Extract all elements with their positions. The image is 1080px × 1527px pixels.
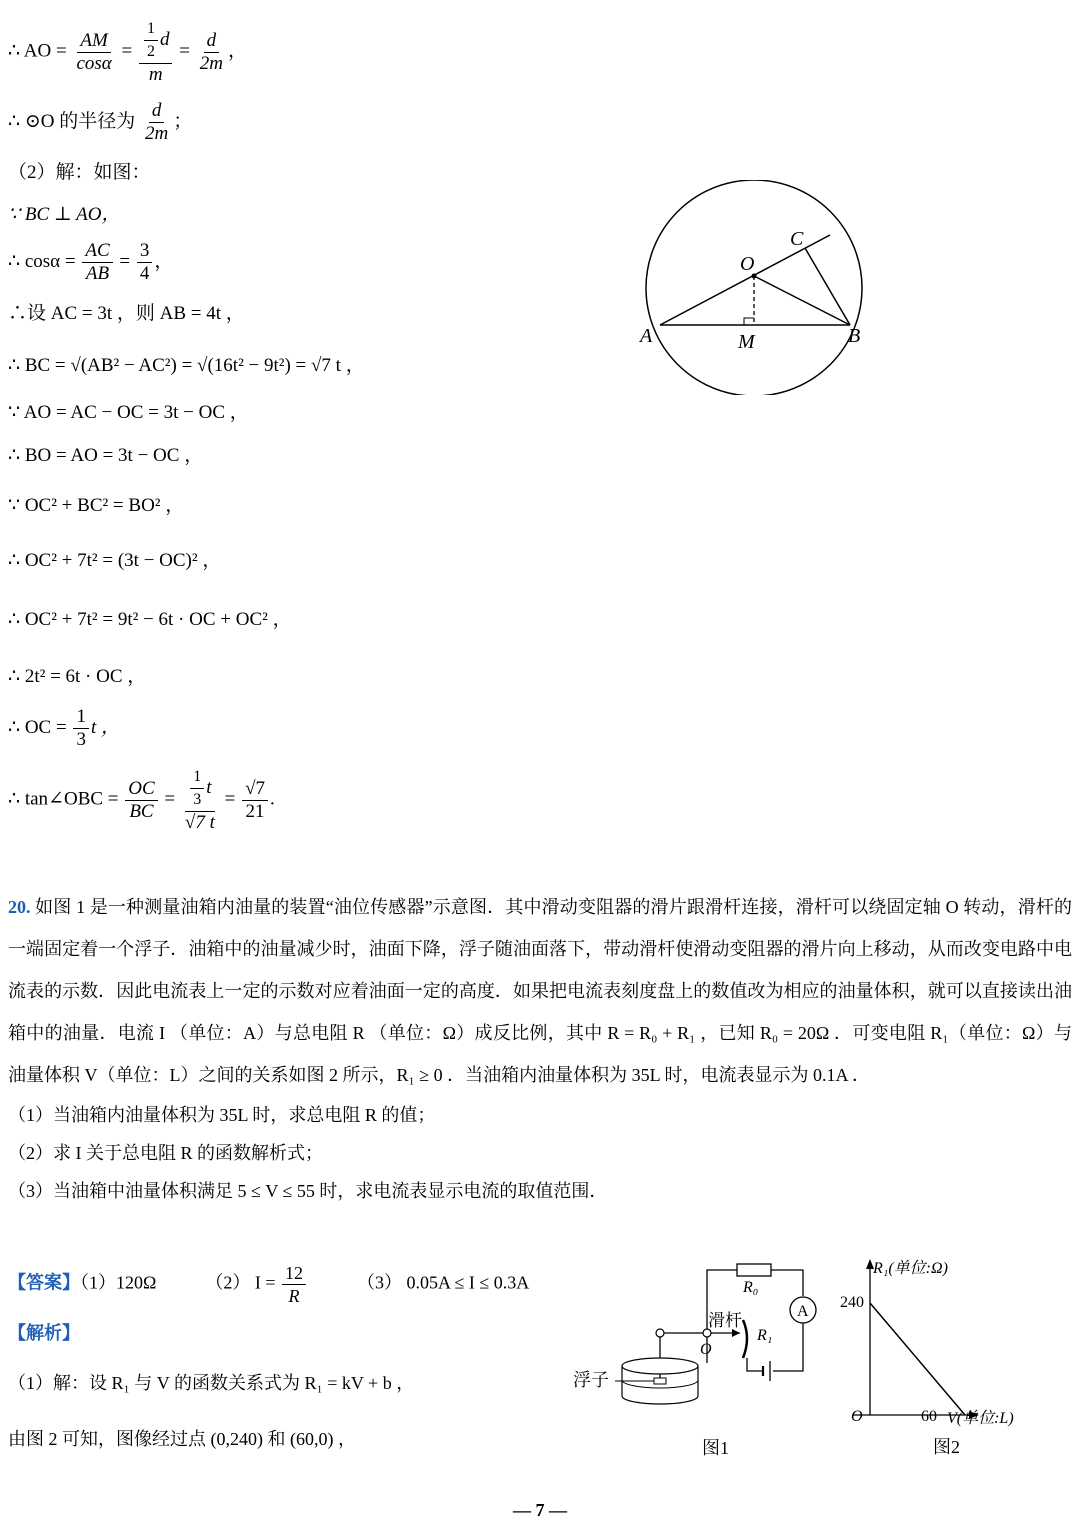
- circuit-wire-right: [773, 1323, 803, 1371]
- step-substitute: ∴ OC² + 7t² = (3t − OC)² ，: [8, 550, 222, 571]
- figure-2-caption: 图2: [933, 1437, 960, 1457]
- step-bc-value: ∴ BC = √(AB² − AC²) = √(16t² − 9t²) = √7 t ，: [8, 355, 365, 376]
- label-float: 浮子: [573, 1370, 609, 1390]
- ao-fraction-2: $\frac{1}{2}$ d m: [139, 18, 173, 86]
- ao-equation: ∴ AO = $\frac{AM}{\cos\alpha}$ = $\frac{1}{2}$ d m = $\frac{d}{2m}$ ，: [8, 20, 247, 85]
- x-axis-label: V(单位:L): [947, 1410, 1014, 1427]
- part2-header: （2）解：如图：: [8, 162, 151, 183]
- x-tick-60: 60: [921, 1408, 937, 1425]
- problem-text: 如图 1 是一种测量油箱内油量的装置“油位传感器”示意图．其中滑动变阻器的滑片跟滑杆连接，滑杆可以绕固定轴 O 转动，滑杆的一端固定着一个浮子．油箱中的油量减少时，油面下降，浮子随油面落下，带动滑杆使滑动变阻器的滑片向上移动，从而改变电路中电流表的示数．因此电流表上一定的示数对应着油面一定的高度．如果把电流表刻度盘上的数值改为相应的油量体积，就可以直接读出油箱中的油量．电流 I （单位：A）与总电阻 R （单位：Ω）成反比例，其中 R = R₀ + R₁ ，已知 R₀ = 20Ω ．可变电阻 R₁（单位：Ω）与油量体积 V（单位：L）之间的关系如图 2 所示，R₁ ≥ 0 ．当油箱内油量体积为 35L 时，电流表显示为 0.1A ．: [8, 897, 1072, 1085]
- label-o: O: [740, 253, 755, 275]
- question-3: （3）当油箱中油量体积满足 5 ≤ V ≤ 55 时，求电流表显示电流的取值范围．: [8, 1181, 608, 1201]
- step-bo: ∴ BO = AO = 3t − OC ，: [8, 445, 204, 466]
- arrow-head: [732, 1329, 740, 1337]
- figure-2-graph: [835, 1255, 1060, 1470]
- answer-tag: 【答案】: [8, 1272, 80, 1293]
- analysis-line-1: （1）解：设 R₁ 与 V 的函数关系式为 R₁ = kV + b ，: [8, 1373, 415, 1393]
- figure-1-circuit: [565, 1258, 835, 1468]
- label-c: C: [790, 228, 804, 250]
- right-angle-mark: [744, 318, 754, 325]
- graph-line: [870, 1303, 965, 1415]
- circle-figure: [630, 180, 880, 395]
- label-pivot: O: [700, 1341, 712, 1358]
- page-number: — 7 —: [513, 1500, 567, 1520]
- label-a: A: [640, 325, 653, 347]
- radius-fraction: $\frac{d}{2m}$: [144, 100, 169, 144]
- step-bc-perp-ao: ∵ BC ⊥ AO，: [8, 204, 121, 225]
- step-cos-alpha: ∴ cosα = $\frac{AC}{AB}$ = $\frac{3}{4}$ ，: [8, 240, 174, 284]
- ao-fraction-3: $\frac{d}{2m}$: [199, 29, 223, 74]
- analysis-tag: 【解析】: [8, 1323, 80, 1343]
- step-expand: ∴ OC² + 7t² = 9t² − 6t · OC + OC² ，: [8, 609, 292, 630]
- analysis-line-2: 由图 2 可知，图像经过点 (0,240) 和 (60,0) ，: [8, 1429, 356, 1449]
- label-r0: R₀: [743, 1279, 759, 1296]
- tank-top: [622, 1358, 698, 1374]
- radius-line: ∴ ⊙O 的半径为 $\frac{d}{2m}$ ；: [8, 100, 193, 144]
- origin-label: O: [851, 1408, 863, 1425]
- ao-fraction-1: $\frac{AM}{\cos\alpha}$: [76, 29, 112, 74]
- problem-number: 20.: [8, 897, 31, 917]
- y-axis-label: R₁(单位:Ω): [873, 1260, 948, 1277]
- figure-1-caption: 图1: [702, 1438, 729, 1458]
- step-ao: ∵ AO = AC − OC = 3t − OC ，: [8, 402, 249, 423]
- step-oc-value: ∴ OC = $\frac{1}{3}$ t ，: [8, 706, 120, 750]
- pivot-o: [703, 1329, 711, 1337]
- step-set-ac: ∴设 AC = 3t ，则 AB = 4t ，: [8, 303, 245, 324]
- rod-top: [656, 1329, 664, 1337]
- label-m: M: [738, 331, 755, 353]
- ao-label: ∴ AO =: [8, 40, 67, 62]
- step-simplify: ∴ 2t² = 6t · OC ，: [8, 666, 147, 687]
- label-b: B: [848, 325, 861, 347]
- resistor-r0: [737, 1264, 771, 1276]
- label-slider: 滑杆: [708, 1311, 742, 1330]
- problem-20-statement: [8, 886, 1072, 1096]
- question-1: （1）当油箱内油量体积为 35L 时，求总电阻 R 的值；: [8, 1105, 436, 1125]
- step-pythagoras: ∵ OC² + BC² = BO² ，: [8, 495, 185, 516]
- label-ammeter: A: [797, 1303, 809, 1320]
- question-2: （2）求 I 关于总电阻 R 的函数解析式；: [8, 1143, 323, 1163]
- float: [654, 1378, 666, 1384]
- y-tick-240: 240: [840, 1294, 864, 1311]
- answer-line: 【答案】（1）120Ω （2） I = $\frac{12}{R}$ （3） 0.05A ≤ I ≤ 0.3A: [8, 1263, 530, 1306]
- label-r1: R₁: [757, 1327, 773, 1344]
- step-tan: ∴ tan∠OBC = $\frac{OC}{BC}$ = $\frac{1}{3}$ t √7 t = $\frac{√7}{21}$ .: [8, 768, 275, 833]
- tank-bottom: [622, 1396, 698, 1404]
- circle-o: [646, 180, 862, 395]
- variable-resistor-r1: [743, 1320, 747, 1358]
- circuit-wire-bottom: [747, 1358, 763, 1371]
